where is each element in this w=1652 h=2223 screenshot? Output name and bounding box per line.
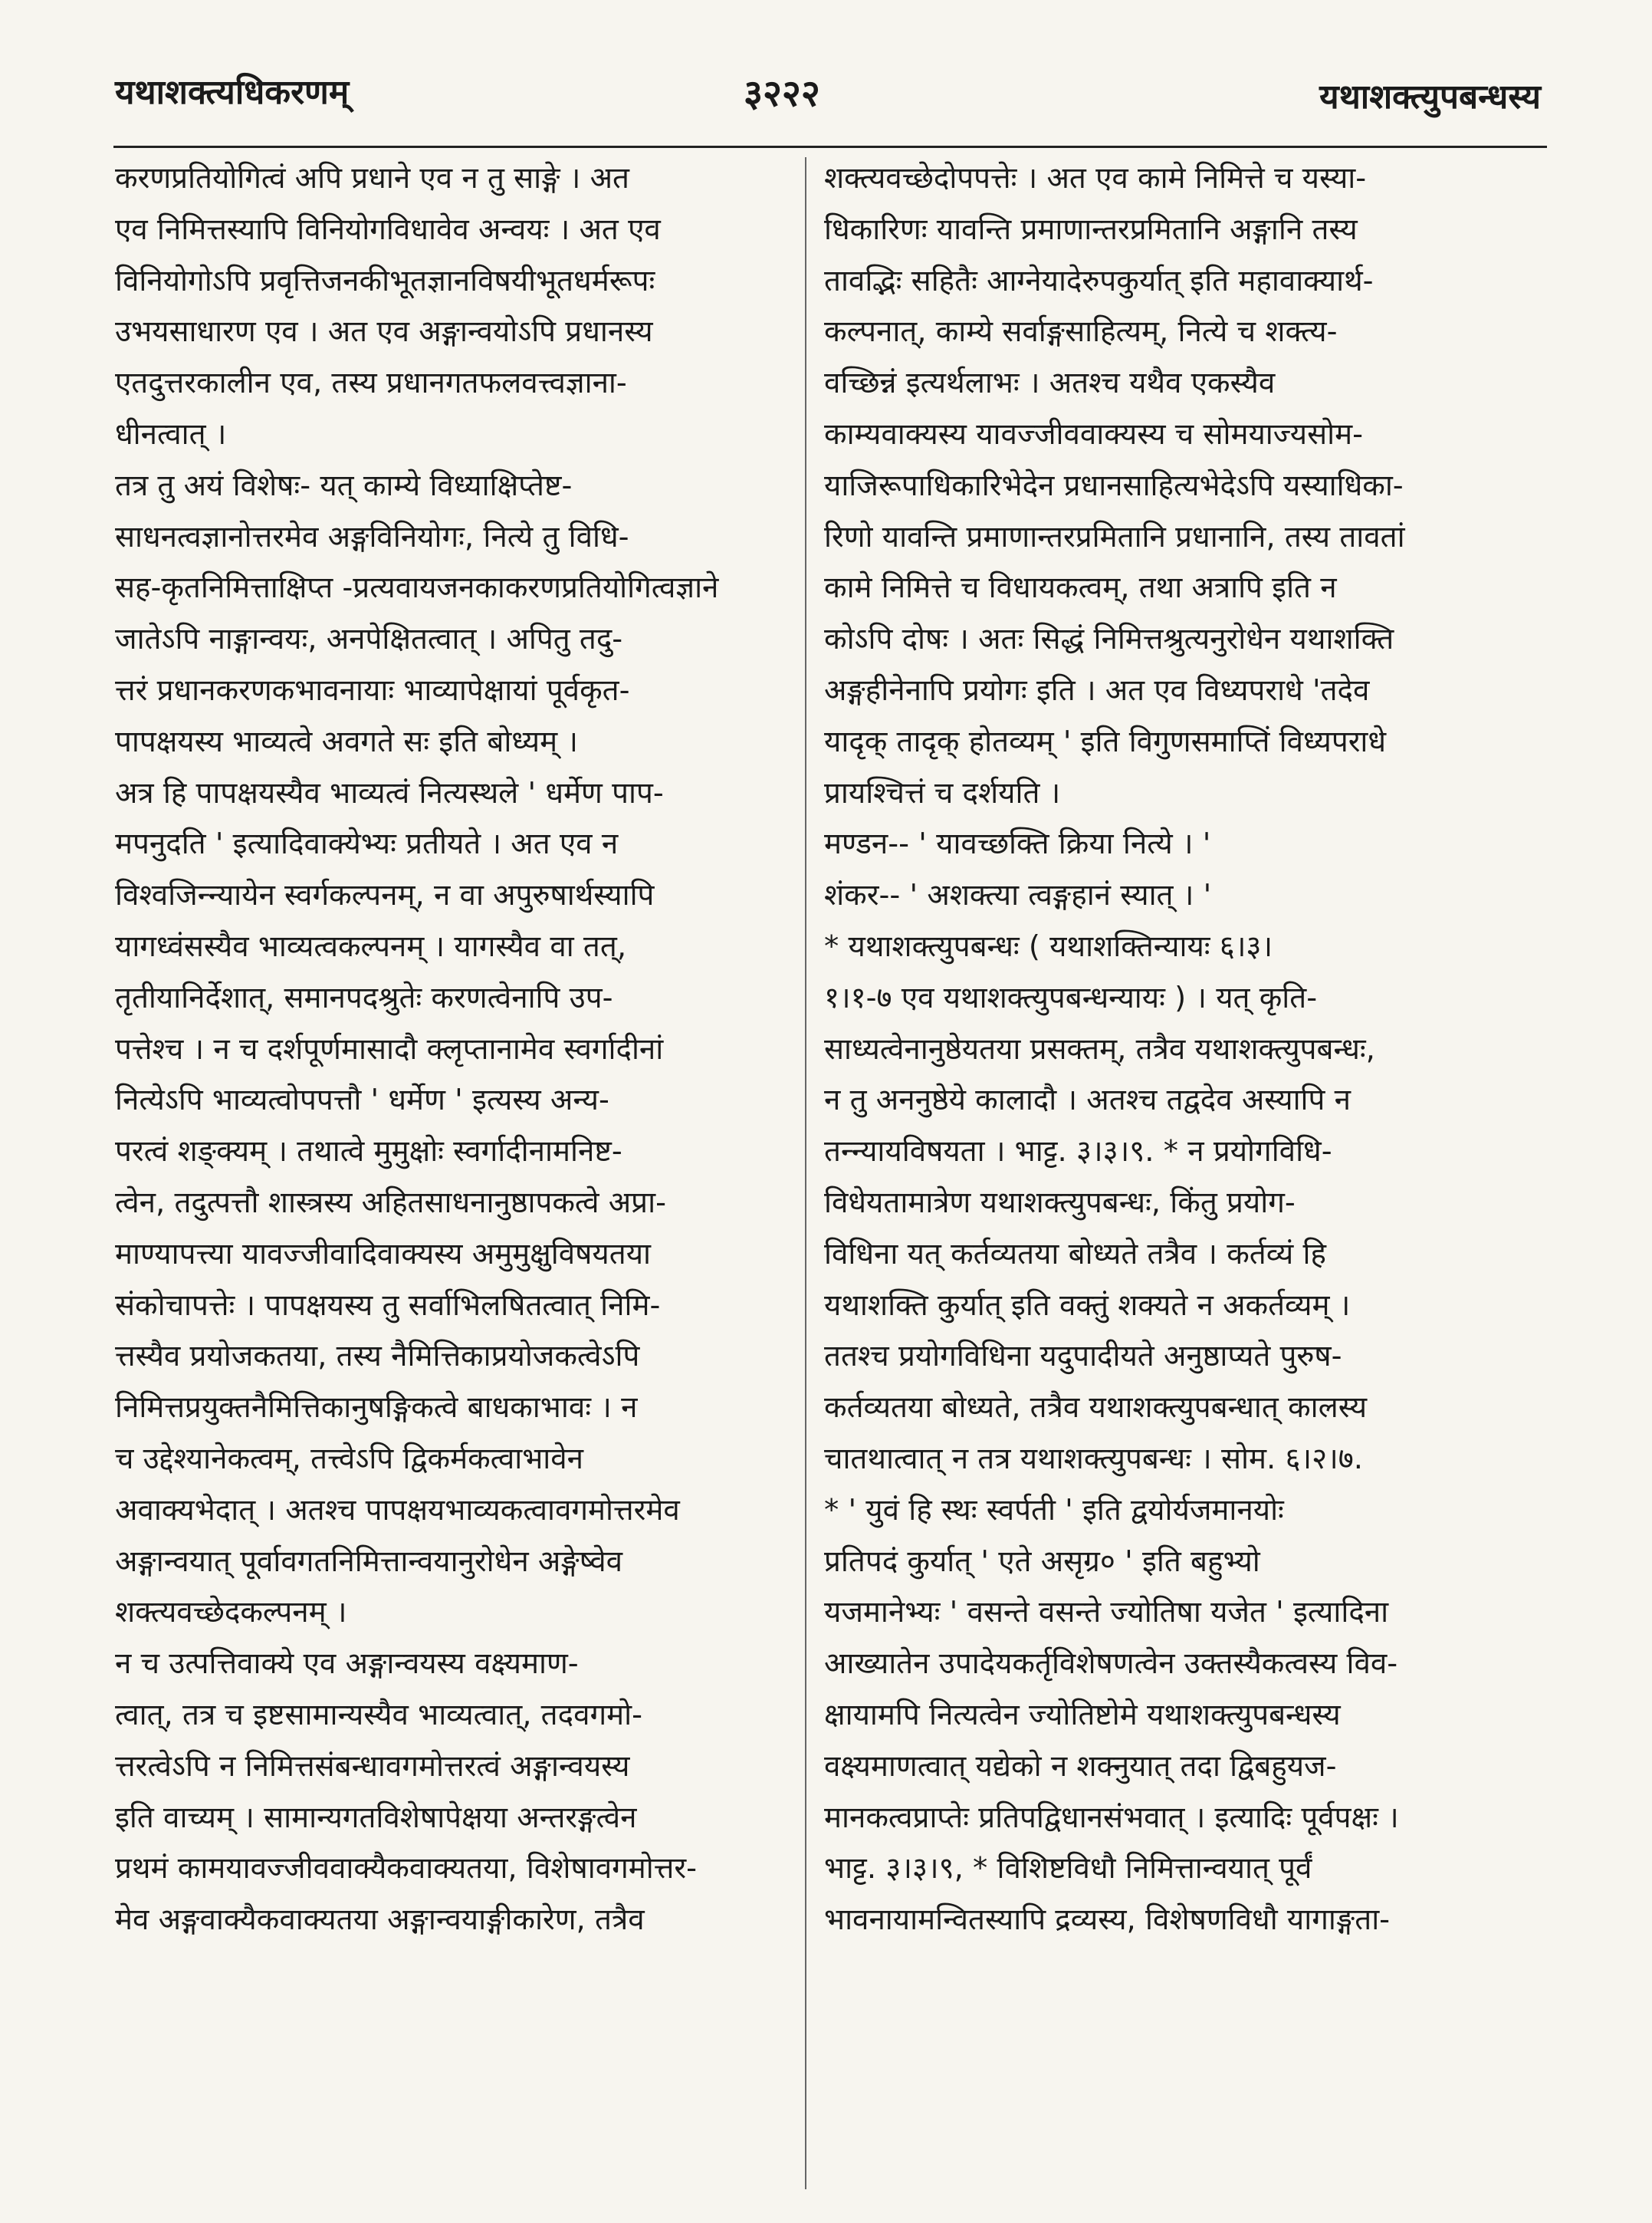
text-line: च उद्देश्यानेकत्वम्, तत्त्वेऽपि द्विकर्मकत्वाभावेन (115, 1441, 584, 1476)
text-line: विधिना यत् कर्तव्यतया बोध्यते तत्रैव । कर्तव्यं हि (824, 1236, 1326, 1271)
text-line: एतदुत्तरकालीन एव, तस्य प्रधानगतफलवत्त्वज्ञाना- (115, 366, 627, 401)
column-divider (805, 157, 806, 2189)
text-line: वच्छिन्नं इत्यर्थलाभः । अतश्च यथैव एकस्यैव (824, 366, 1276, 401)
text-line: त्तरं प्रधानकरणकभावनायाः भाव्यापेक्षायां पूर्वकृत- (115, 672, 630, 708)
text-line: त्वेन, तदुत्पत्तौ शास्त्रस्य अहितसाधनानुष्ठापकत्वे अप्रा- (115, 1185, 666, 1220)
text-line: त्तरत्वेऽपि न निमित्तसंबन्धावगमोत्तरत्वं अङ्गान्वयस्य (115, 1748, 630, 1784)
left-column (115, 153, 790, 1946)
text-line: पत्तेश्च । न च दर्शपूर्णमासादौ क्लृप्तानामेव स्वर्गादीनां (115, 1031, 664, 1067)
text-line: एव निमित्तस्यापि विनियोगविधावेव अन्वयः । अत एव (115, 212, 661, 247)
text-line: वक्ष्यमाणत्वात् यद्येको न शक्नुयात् तदा द्विबहुयज- (824, 1748, 1337, 1784)
text-line: भाट्ट. ३।३।९, * विशिष्टविधौ निमित्तान्वयात् पूर्वं (824, 1851, 1312, 1886)
text-line: १।१-७ एव यथाशक्त्युपबन्धन्यायः ) । यत् कृति- (824, 980, 1318, 1015)
text-line: मानकत्वप्राप्तेः प्रतिपद्विधानसंभवात् । इत्यादिः पूर्वपक्षः । (824, 1800, 1399, 1835)
text-line: प्रतिपदं कुर्यात् ' एते असृग्र० ' इति बहुभ्यो (824, 1544, 1260, 1579)
text-line: यथाशक्ति कुर्यात् इति वक्तुं शक्यते न अकर्तव्यम् । (824, 1287, 1351, 1323)
header-rule (113, 146, 1547, 148)
right-column (824, 153, 1514, 1946)
text-line: चातथात्वात् न तत्र यथाशक्त्युपबन्धः । सोम. ६।२।७. (824, 1441, 1363, 1476)
text-line: काम्यवाक्यस्य यावज्जीववाक्यस्य च सोमयाज्यसोम- (824, 416, 1364, 452)
text-line: धीनत्वात् । (115, 416, 227, 452)
text-line: त्तस्यैव प्रयोजकतया, तस्य नैमित्तिकाप्रयोजकत्वेऽपि (115, 1339, 640, 1374)
text-line: * यथाशक्त्युपबन्धः ( यथाशक्तिन्यायः ६।३। (824, 929, 1273, 964)
text-line: तृतीयानिर्देशात्, समानपदश्रुतेः करणत्वेनापि उप- (115, 980, 613, 1015)
text-line: अङ्गान्वयात् पूर्वावगतनिमित्तान्वयानुरोधेन अङ्गेष्वेव (115, 1544, 623, 1579)
text-line: नित्येऽपि भाव्यत्वोपपत्तौ ' धर्मेण ' इत्यस्य अन्य- (115, 1083, 609, 1118)
text-line: परत्वं शङ्क्यम् । तथात्वे मुमुक्षोः स्वर्गादीनामनिष्ट- (115, 1134, 622, 1169)
text-line: कामे निमित्ते च विधायकत्वम्, तथा अत्रापि इति न (824, 571, 1337, 606)
text-line: विनियोगोऽपि प्रवृत्तिजनकीभूतज्ञानविषयीभूतधर्मरूपः (115, 263, 655, 298)
text-line: कल्पनात्, काम्ये सर्वाङ्गसाहित्यम्, नित्ये च शक्त्य- (824, 314, 1338, 350)
text-line: उभयसाधारण एव । अत एव अङ्गान्वयोऽपि प्रधानस्य (115, 314, 653, 350)
text-line: जातेऽपि नाङ्गान्वयः, अनपेक्षितत्वात् । अपितु तदु- (115, 622, 623, 657)
running-title-right: यथाशक्त्युपबन्धस्य (1319, 77, 1541, 117)
text-line: प्रायश्चित्तं च दर्शयति । (824, 775, 1061, 811)
text-line: न च उत्पत्तिवाक्ये एव अङ्गान्वयस्य वक्ष्यमाण- (115, 1646, 579, 1682)
running-title-left: यथाशक्त्यधिकरणम् (115, 73, 350, 112)
text-line: विश्वजिन्न्यायेन स्वर्गकल्पनम्, न वा अपुरुषार्थस्यापि (115, 878, 655, 913)
text-line: अङ्गहीनेनापि प्रयोगः इति । अत एव विध्यपराधे 'तदेव (824, 672, 1370, 708)
text-line: तन्न्यायविषयता । भाट्ट. ३।३।९. * न प्रयोगविधि- (824, 1134, 1332, 1169)
text-line: धिकारिणः यावन्ति प्रमाणान्तरप्रमितानि अङ्गानि तस्य (824, 212, 1358, 247)
text-line: तावद्भिः सहितैः आग्नेयादेरुपकुर्यात् इति महावाक्यार्थ- (824, 263, 1374, 298)
text-line: याजिरूपाधिकारिभेदेन प्रधानसाहित्यभेदेऽपि यस्याधिका- (824, 468, 1404, 503)
text-line: मण्डन-- ' यावच्छक्ति क्रिया नित्ये । ' (824, 827, 1211, 862)
text-line: सह-कृतनिमित्ताक्षिप्त -प्रत्यवायजनकाकरणप्रतियोगित्वज्ञाने (115, 571, 719, 606)
text-line: मेव अङ्गवाक्यैकवाक्यतया अङ्गान्वयाङ्गीकारेण, तत्रैव (115, 1902, 645, 1938)
text-line: माण्यापत्त्या यावज्जीवादिवाक्यस्य अमुमुक्षुविषयतया (115, 1236, 651, 1271)
text-line: यादृक् तादृक् होतव्यम् ' इति विगुणसमाप्तिं विध्यपराधे (824, 724, 1387, 759)
text-line: भावनायामन्वितस्यापि द्रव्यस्य, विशेषणविधौ यागाङ्गता- (824, 1902, 1391, 1938)
text-line: मपनुदति ' इत्यादिवाक्येभ्यः प्रतीयते । अत एव न (115, 827, 619, 862)
text-line: शंकर-- ' अशक्त्या त्वङ्गहानं स्यात् । ' (824, 878, 1212, 913)
page-number: ३२२२ (744, 72, 820, 115)
text-line: करणप्रतियोगित्वं अपि प्रधाने एव न तु साङ्गे । अत (115, 161, 629, 196)
text-line: शक्त्यवच्छेदोपपत्तेः । अत एव कामे निमित्ते च यस्या- (824, 161, 1367, 196)
text-line: प्रथमं कामयावज्जीववाक्यैकवाक्यतया, विशेषावगमोत्तर- (115, 1851, 698, 1886)
text-line: यागध्वंसस्यैव भाव्यत्वकल्पनम् । यागस्यैव वा तत्, (115, 929, 627, 964)
text-line: साधनत्वज्ञानोत्तरमेव अङ्गविनियोगः, नित्ये तु विधि- (115, 519, 629, 554)
text-line: साध्यत्वेनानुष्ठेयतया प्रसक्तम्, तत्रैव यथाशक्त्युपबन्धः, (824, 1031, 1375, 1067)
text-line: यजमानेभ्यः ' वसन्ते वसन्ते ज्योतिषा यजेत ' इत्यादिना (824, 1595, 1389, 1630)
text-line: रिणो यावन्ति प्रमाणान्तरप्रमितानि प्रधानानि, तस्य तावतां (824, 519, 1405, 554)
text-line: * ' युवं हि स्थः स्वर्पती ' इति द्वयोर्यजमानयोः (824, 1492, 1284, 1527)
text-line: अवाक्यभेदात् । अतश्च पापक्षयभाव्यकत्वावगमोत्तरमेव (115, 1492, 680, 1527)
text-line: तत्र तु अयं विशेषः- यत् काम्ये विध्याक्षिप्तेष्ट- (115, 468, 573, 503)
text-line: न तु अननुष्ठेये कालादौ । अतश्च तद्वदेव अस्यापि न (824, 1083, 1351, 1118)
text-line: आख्यातेन उपादेयकर्तृविशेषणत्वेन उक्तस्यैकत्वस्य विव- (824, 1646, 1398, 1682)
text-line: विधेयतामात्रेण यथाशक्त्युपबन्धः, किंतु प्रयोग- (824, 1185, 1296, 1220)
text-line: संकोचापत्तेः । पापक्षयस्य तु सर्वाभिलषितत्वात् निमि- (115, 1287, 661, 1323)
text-line: पापक्षयस्य भाव्यत्वे अवगते सः इति बोध्यम् । (115, 724, 578, 759)
text-line: अत्र हि पापक्षयस्यैव भाव्यत्वं नित्यस्थले ' धर्मेण पाप- (115, 775, 664, 811)
text-line: क्षायामपि नित्यत्वेन ज्योतिष्टोमे यथाशक्त्युपबन्धस्य (824, 1697, 1341, 1732)
text-line: त्वात्, तत्र च इष्टसामान्यस्यैव भाव्यत्वात्, तदवगमो- (115, 1697, 643, 1732)
text-line: निमित्तप्रयुक्तनैमित्तिकानुषङ्गिकत्वे बाधकाभावः । न (115, 1390, 638, 1426)
text-line: कर्तव्यतया बोध्यते, तत्रैव यथाशक्त्युपबन्धात् कालस्य (824, 1390, 1368, 1426)
page-header (115, 67, 1541, 136)
text-line: शक्त्यवच्छेदकल्पनम् । (115, 1595, 347, 1630)
text-line: ततश्च प्रयोगविधिना यदुपादीयते अनुष्ठाप्यते पुरुष- (824, 1339, 1342, 1374)
text-line: इति वाच्यम् । सामान्यगतविशेषापेक्षया अन्तरङ्गत्वेन (115, 1800, 637, 1835)
text-line: कोऽपि दोषः । अतः सिद्धं निमित्तश्रुत्यनुरोधेन यथाशक्ति (824, 622, 1394, 657)
